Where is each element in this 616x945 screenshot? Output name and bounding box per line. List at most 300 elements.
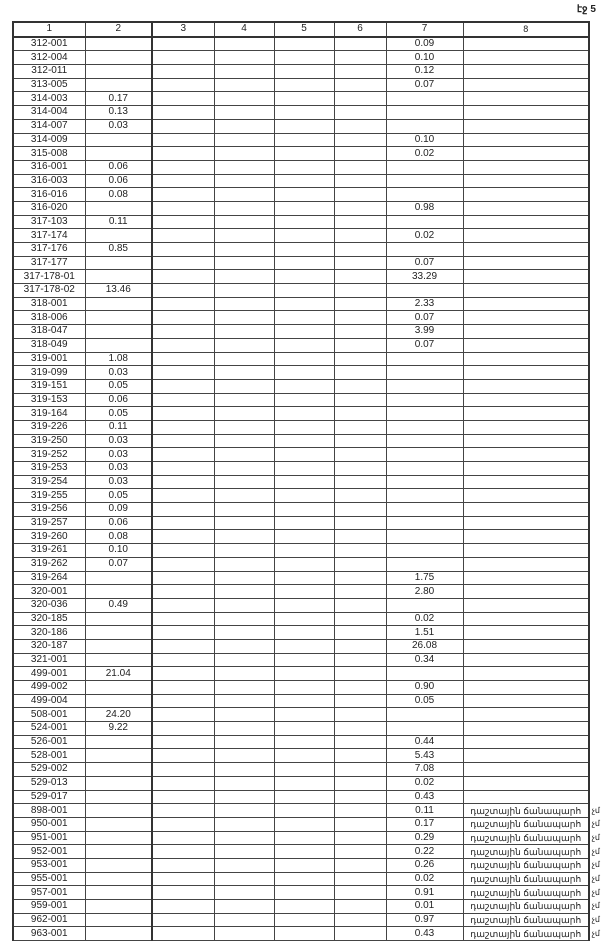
col-4-value	[214, 352, 274, 366]
col-3-value	[152, 626, 214, 640]
col-4-value	[214, 92, 274, 106]
col-5-value	[274, 243, 334, 257]
col-4-value	[214, 325, 274, 339]
table-row	[13, 147, 589, 161]
col-3-value	[152, 284, 214, 298]
col-8-value	[463, 188, 589, 202]
col-7-value	[386, 722, 463, 736]
col-6-value	[334, 489, 386, 503]
parcel-id: 316-003	[13, 174, 85, 188]
header-col-7: 7	[386, 22, 463, 37]
table-row	[13, 749, 589, 763]
col-4-value	[214, 845, 274, 859]
col-6-value	[334, 845, 386, 859]
col-5-value	[274, 106, 334, 120]
col-8-value	[463, 325, 589, 339]
col-7-value: 0.29	[386, 831, 463, 845]
col-3-value	[152, 667, 214, 681]
col-5-value	[274, 872, 334, 886]
col-2-value	[85, 694, 152, 708]
col-5-value	[274, 256, 334, 270]
col-3-value	[152, 598, 214, 612]
col-6-value	[334, 516, 386, 530]
col-4-value	[214, 571, 274, 585]
col-7-value: 0.22	[386, 845, 463, 859]
col-4-value	[214, 420, 274, 434]
col-7-value: 0.01	[386, 900, 463, 914]
col-3-value	[152, 708, 214, 722]
col-2-value	[85, 37, 152, 51]
col-6-value	[334, 667, 386, 681]
col-2-value: 0.03	[85, 366, 152, 380]
col-5-value	[274, 215, 334, 229]
parcel-id: 320-186	[13, 626, 85, 640]
col-7-value	[386, 160, 463, 174]
parcel-id: 320-187	[13, 639, 85, 653]
table-row	[13, 557, 589, 571]
parcel-id: 319-262	[13, 557, 85, 571]
col-8-value	[463, 530, 589, 544]
col-7-value	[386, 475, 463, 489]
col-2-value: 0.03	[85, 434, 152, 448]
col-4-value	[214, 462, 274, 476]
col-2-value: 0.09	[85, 503, 152, 517]
col-8-value	[463, 544, 589, 558]
col-8-value	[463, 503, 589, 517]
col-4-value	[214, 215, 274, 229]
header-row	[13, 22, 589, 37]
col-4-value	[214, 598, 274, 612]
col-3-value	[152, 653, 214, 667]
col-2-value: 0.08	[85, 188, 152, 202]
parcel-id: 319-151	[13, 379, 85, 393]
col-7-value: 0.02	[386, 612, 463, 626]
col-2-value: 0.11	[85, 215, 152, 229]
road-label	[464, 900, 600, 912]
col-8-value	[463, 215, 589, 229]
col-3-value	[152, 448, 214, 462]
table-row	[13, 900, 589, 914]
table-row	[13, 37, 589, 51]
col-6-value	[334, 612, 386, 626]
col-8-value	[463, 338, 589, 352]
header-col-1: 1	[13, 22, 85, 37]
col-6-value	[334, 927, 386, 941]
col-7-value: 0.11	[386, 804, 463, 818]
col-5-value	[274, 174, 334, 188]
col-6-value	[334, 325, 386, 339]
col-4-value	[214, 694, 274, 708]
col-8-value	[463, 845, 600, 859]
col-3-value	[152, 585, 214, 599]
col-5-value	[274, 831, 334, 845]
col-8-value	[463, 147, 589, 161]
col-4-value	[214, 886, 274, 900]
col-5-value	[274, 420, 334, 434]
col-2-value: 0.05	[85, 489, 152, 503]
parcel-id: 316-001	[13, 160, 85, 174]
col-3-value	[152, 694, 214, 708]
table-row	[13, 681, 589, 695]
col-4-value	[214, 585, 274, 599]
road-label	[464, 928, 600, 940]
col-3-value	[152, 106, 214, 120]
road-label	[464, 832, 600, 844]
col-3-value	[152, 338, 214, 352]
col-7-value: 0.12	[386, 65, 463, 79]
col-5-value	[274, 817, 334, 831]
table-row	[13, 886, 589, 900]
col-8-value	[463, 749, 589, 763]
parcel-id: 318-006	[13, 311, 85, 325]
col-8-value	[463, 708, 589, 722]
col-7-value	[386, 598, 463, 612]
col-3-value	[152, 119, 214, 133]
col-3-value	[152, 188, 214, 202]
col-3-value	[152, 51, 214, 65]
parcel-id: 319-256	[13, 503, 85, 517]
table-row	[13, 65, 589, 79]
col-2-value	[85, 653, 152, 667]
col-7-value: 0.43	[386, 927, 463, 941]
col-2-value	[85, 256, 152, 270]
col-8-value	[463, 612, 589, 626]
col-5-value	[274, 489, 334, 503]
col-3-value	[152, 639, 214, 653]
col-4-value	[214, 722, 274, 736]
road-label	[464, 846, 600, 858]
col-8-value	[463, 858, 600, 872]
col-6-value	[334, 270, 386, 284]
col-4-value	[214, 243, 274, 257]
parcel-id: 499-002	[13, 681, 85, 695]
col-2-value: 0.05	[85, 379, 152, 393]
col-4-value	[214, 639, 274, 653]
col-4-value	[214, 407, 274, 421]
col-7-value: 0.98	[386, 201, 463, 215]
col-6-value	[334, 790, 386, 804]
road-note: չմ	[591, 846, 600, 856]
col-6-value	[334, 462, 386, 476]
col-8-value	[463, 51, 589, 65]
parcel-id: 508-001	[13, 708, 85, 722]
col-2-value	[85, 776, 152, 790]
col-8-value	[463, 311, 589, 325]
col-4-value	[214, 872, 274, 886]
col-5-value	[274, 516, 334, 530]
table-row	[13, 708, 589, 722]
col-5-value	[274, 858, 334, 872]
col-5-value	[274, 694, 334, 708]
col-3-value	[152, 37, 214, 51]
parcel-id: 957-001	[13, 886, 85, 900]
table-row	[13, 188, 589, 202]
parcel-id: 952-001	[13, 845, 85, 859]
table-row	[13, 78, 589, 92]
col-7-value	[386, 188, 463, 202]
table-row	[13, 325, 589, 339]
col-8-value	[463, 462, 589, 476]
col-2-value: 0.11	[85, 420, 152, 434]
parcel-id: 526-001	[13, 735, 85, 749]
col-3-value	[152, 270, 214, 284]
col-6-value	[334, 448, 386, 462]
road-note: չմ	[591, 873, 600, 883]
road-note: չմ	[591, 860, 600, 870]
road-note: չմ	[591, 915, 600, 925]
col-5-value	[274, 639, 334, 653]
col-2-value: 0.03	[85, 462, 152, 476]
col-6-value	[334, 722, 386, 736]
col-7-value: 2.33	[386, 297, 463, 311]
col-6-value	[334, 557, 386, 571]
col-7-value	[386, 489, 463, 503]
parcel-id: 528-001	[13, 749, 85, 763]
col-4-value	[214, 366, 274, 380]
col-3-value	[152, 831, 214, 845]
col-7-value	[386, 379, 463, 393]
parcel-id: 312-004	[13, 51, 85, 65]
col-7-value	[386, 243, 463, 257]
col-4-value	[214, 229, 274, 243]
col-6-value	[334, 284, 386, 298]
col-2-value	[85, 804, 152, 818]
col-3-value	[152, 900, 214, 914]
col-6-value	[334, 188, 386, 202]
col-4-value	[214, 133, 274, 147]
header-col-5: 5	[274, 22, 334, 37]
col-3-value	[152, 160, 214, 174]
parcel-id: 959-001	[13, 900, 85, 914]
col-3-value	[152, 681, 214, 695]
parcel-id: 953-001	[13, 858, 85, 872]
col-7-value	[386, 393, 463, 407]
col-2-value	[85, 201, 152, 215]
col-4-value	[214, 557, 274, 571]
col-8-value	[463, 557, 589, 571]
col-2-value: 9.22	[85, 722, 152, 736]
col-2-value: 0.03	[85, 119, 152, 133]
col-8-value	[463, 160, 589, 174]
col-6-value	[334, 243, 386, 257]
table-row	[13, 174, 589, 188]
col-5-value	[274, 503, 334, 517]
header-col-4: 4	[214, 22, 274, 37]
col-4-value	[214, 256, 274, 270]
road-note: չմ	[591, 819, 600, 829]
parcel-id: 319-255	[13, 489, 85, 503]
parcel-id: 321-001	[13, 653, 85, 667]
col-5-value	[274, 448, 334, 462]
col-6-value	[334, 831, 386, 845]
road-text: դաշտային ճանապարհ	[470, 901, 582, 912]
col-8-value	[463, 475, 589, 489]
col-6-value	[334, 749, 386, 763]
col-8-value	[463, 352, 589, 366]
table-row	[13, 311, 589, 325]
col-6-value	[334, 735, 386, 749]
table-row	[13, 858, 589, 872]
col-6-value	[334, 78, 386, 92]
parcel-id: 315-008	[13, 147, 85, 161]
table-row	[13, 831, 589, 845]
table-row	[13, 776, 589, 790]
col-3-value	[152, 804, 214, 818]
col-5-value	[274, 804, 334, 818]
col-6-value	[334, 475, 386, 489]
table-row	[13, 913, 589, 927]
col-2-value	[85, 147, 152, 161]
col-7-value: 0.07	[386, 311, 463, 325]
table-row	[13, 667, 589, 681]
parcel-id: 317-177	[13, 256, 85, 270]
parcel-id: 314-003	[13, 92, 85, 106]
col-4-value	[214, 338, 274, 352]
table-row	[13, 735, 589, 749]
col-3-value	[152, 78, 214, 92]
col-5-value	[274, 188, 334, 202]
col-6-value	[334, 407, 386, 421]
col-7-value	[386, 215, 463, 229]
col-2-value: 0.13	[85, 106, 152, 120]
col-6-value	[334, 174, 386, 188]
col-7-value	[386, 544, 463, 558]
table-row	[13, 407, 589, 421]
table-row	[13, 338, 589, 352]
parcel-id: 313-005	[13, 78, 85, 92]
col-4-value	[214, 626, 274, 640]
col-2-value: 0.06	[85, 160, 152, 174]
col-8-value	[463, 366, 589, 380]
col-6-value	[334, 92, 386, 106]
col-6-value	[334, 763, 386, 777]
road-text: դաշտային ճանապարհ	[470, 846, 582, 857]
col-4-value	[214, 284, 274, 298]
col-5-value	[274, 571, 334, 585]
parcel-id: 318-049	[13, 338, 85, 352]
parcel-id: 319-254	[13, 475, 85, 489]
col-6-value	[334, 585, 386, 599]
parcel-id: 950-001	[13, 817, 85, 831]
col-8-value	[463, 817, 600, 831]
col-7-value: 0.07	[386, 256, 463, 270]
parcel-id: 319-001	[13, 352, 85, 366]
col-4-value	[214, 379, 274, 393]
col-5-value	[274, 735, 334, 749]
col-5-value	[274, 653, 334, 667]
col-8-value	[463, 407, 589, 421]
col-5-value	[274, 845, 334, 859]
col-2-value	[85, 749, 152, 763]
col-6-value	[334, 65, 386, 79]
col-5-value	[274, 763, 334, 777]
col-3-value	[152, 790, 214, 804]
col-8-value	[463, 92, 589, 106]
col-3-value	[152, 858, 214, 872]
col-4-value	[214, 708, 274, 722]
col-8-value	[463, 434, 589, 448]
col-4-value	[214, 790, 274, 804]
col-6-value	[334, 900, 386, 914]
col-4-value	[214, 147, 274, 161]
parcel-id: 319-099	[13, 366, 85, 380]
col-5-value	[274, 338, 334, 352]
col-7-value	[386, 284, 463, 298]
col-6-value	[334, 503, 386, 517]
col-4-value	[214, 201, 274, 215]
col-3-value	[152, 571, 214, 585]
col-5-value	[274, 434, 334, 448]
table-row	[13, 160, 589, 174]
col-4-value	[214, 804, 274, 818]
col-3-value	[152, 256, 214, 270]
col-2-value: 21.04	[85, 667, 152, 681]
col-6-value	[334, 297, 386, 311]
col-4-value	[214, 667, 274, 681]
col-6-value	[334, 598, 386, 612]
col-5-value	[274, 119, 334, 133]
col-5-value	[274, 393, 334, 407]
col-4-value	[214, 188, 274, 202]
col-2-value	[85, 311, 152, 325]
parcel-id: 318-001	[13, 297, 85, 311]
col-5-value	[274, 229, 334, 243]
road-text: դաշտային ճանապարհ	[470, 819, 582, 830]
col-7-value	[386, 407, 463, 421]
col-2-value: 24.20	[85, 708, 152, 722]
col-4-value	[214, 51, 274, 65]
header-col-2: 2	[85, 22, 152, 37]
col-2-value: 0.07	[85, 557, 152, 571]
col-8-value	[463, 229, 589, 243]
col-4-value	[214, 927, 274, 941]
table-row	[13, 571, 589, 585]
col-7-value	[386, 448, 463, 462]
col-4-value	[214, 106, 274, 120]
col-6-value	[334, 776, 386, 790]
col-3-value	[152, 174, 214, 188]
col-7-value: 5.43	[386, 749, 463, 763]
col-2-value	[85, 338, 152, 352]
col-3-value	[152, 557, 214, 571]
table-row	[13, 229, 589, 243]
col-7-value	[386, 708, 463, 722]
col-6-value	[334, 215, 386, 229]
road-note: չմ	[591, 832, 600, 842]
col-2-value	[85, 927, 152, 941]
col-2-value: 0.06	[85, 393, 152, 407]
col-3-value	[152, 886, 214, 900]
col-3-value	[152, 530, 214, 544]
table-row	[13, 817, 589, 831]
col-7-value	[386, 462, 463, 476]
col-3-value	[152, 229, 214, 243]
col-3-value	[152, 776, 214, 790]
col-7-value	[386, 92, 463, 106]
col-5-value	[274, 78, 334, 92]
col-7-value: 0.05	[386, 694, 463, 708]
road-label	[464, 873, 600, 885]
table-row	[13, 215, 589, 229]
col-5-value	[274, 270, 334, 284]
col-2-value	[85, 872, 152, 886]
table-row	[13, 475, 589, 489]
col-2-value	[85, 571, 152, 585]
col-2-value	[85, 133, 152, 147]
col-8-value	[463, 270, 589, 284]
col-3-value	[152, 544, 214, 558]
col-7-value: 1.51	[386, 626, 463, 640]
